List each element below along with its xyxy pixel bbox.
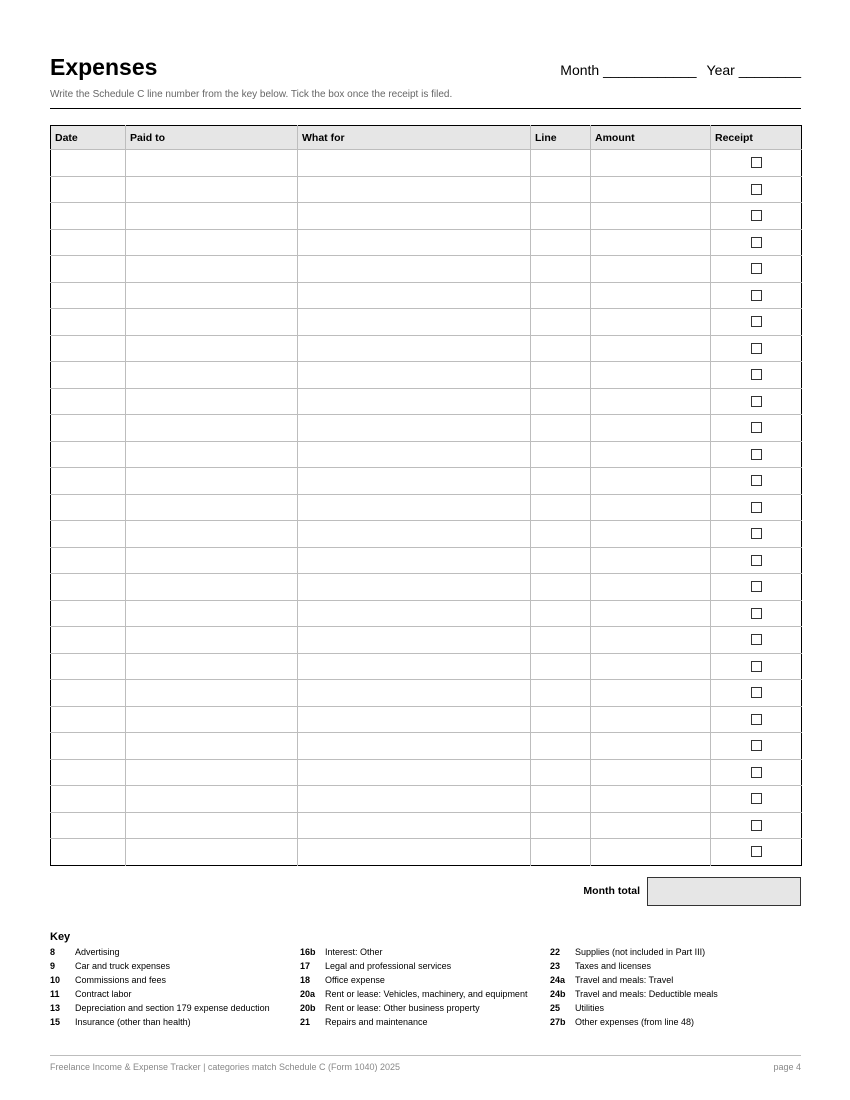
table-row [51,229,802,256]
amount-cell[interactable] [591,759,711,786]
paid-to-cell[interactable] [126,733,298,760]
line-cell[interactable] [531,574,591,601]
line-cell[interactable] [531,415,591,442]
key-item [300,988,527,1002]
key-line-label: Legal and professional services [325,961,452,971]
receipt-checkbox[interactable] [751,687,762,698]
key-item [550,1016,718,1030]
paid-to-cell[interactable] [126,653,298,680]
date-cell[interactable] [51,362,126,389]
table-row [51,600,802,627]
line-cell[interactable] [531,441,591,468]
date-cell[interactable] [51,547,126,574]
receipt-cell [711,759,802,786]
receipt-cell [711,309,802,336]
what-for-cell[interactable] [298,176,531,203]
footer-divider [50,1055,801,1056]
key-line-label: Rent or lease: Vehicles, machinery, and equipment [325,989,528,999]
line-cell[interactable] [531,521,591,548]
date-cell[interactable] [51,574,126,601]
line-cell[interactable] [531,759,591,786]
what-for-cell[interactable] [298,335,531,362]
paid-to-cell[interactable] [126,627,298,654]
column-header-date: Date [51,126,126,150]
paid-to-cell[interactable] [126,415,298,442]
date-cell[interactable] [51,839,126,866]
paid-to-cell[interactable] [126,176,298,203]
receipt-checkbox[interactable] [751,210,762,221]
what-for-cell[interactable] [298,282,531,309]
receipt-cell [711,494,802,521]
receipt-checkbox[interactable] [751,608,762,619]
table-row [51,574,802,601]
what-for-cell[interactable] [298,653,531,680]
key-line-number: 25 [550,1003,561,1013]
what-for-cell[interactable] [298,150,531,177]
key-line-number: 11 [50,989,60,999]
date-cell[interactable] [51,627,126,654]
paid-to-cell[interactable] [126,335,298,362]
key-title: Key [50,931,71,943]
key-item [300,1016,527,1030]
paid-to-cell[interactable] [126,468,298,495]
key-item [50,946,270,960]
table-row [51,521,802,548]
what-for-cell[interactable] [298,256,531,283]
key-item [550,988,718,1002]
table-body [51,150,802,866]
receipt-cell [711,706,802,733]
line-cell[interactable] [531,150,591,177]
key-line-label: Taxes and licenses [575,961,652,971]
expense-table [50,125,802,866]
key-line-number: 23 [550,961,561,971]
amount-cell[interactable] [591,680,711,707]
what-for-cell[interactable] [298,574,531,601]
table-row [51,627,802,654]
what-for-cell[interactable] [298,203,531,230]
expenses-page [50,0,801,1100]
paid-to-cell[interactable] [126,494,298,521]
receipt-cell [711,574,802,601]
receipt-cell [711,150,802,177]
what-for-cell[interactable] [298,839,531,866]
what-for-cell[interactable] [298,627,531,654]
line-cell[interactable] [531,176,591,203]
line-cell[interactable] [531,388,591,415]
amount-cell[interactable] [591,256,711,283]
key-item [550,974,718,988]
amount-cell[interactable] [591,388,711,415]
receipt-checkbox[interactable] [751,396,762,407]
key-item [50,988,270,1002]
what-for-cell[interactable] [298,468,531,495]
table-row [51,839,802,866]
receipt-checkbox[interactable] [751,263,762,274]
table-row [51,362,802,389]
key-item [300,946,527,960]
table-row [51,812,802,839]
receipt-checkbox[interactable] [751,661,762,672]
month-total-field[interactable] [647,877,801,906]
month-year-fields [560,61,801,79]
receipt-checkbox[interactable] [751,820,762,831]
date-cell[interactable] [51,733,126,760]
key-line-number: 8 [50,947,56,957]
receipt-cell [711,415,802,442]
key-line-label: Advertising [75,947,120,957]
receipt-checkbox[interactable] [751,316,762,327]
receipt-cell [711,176,802,203]
paid-to-cell[interactable] [126,309,298,336]
table-row [51,468,802,495]
amount-cell[interactable] [591,521,711,548]
key-line-label: Other expenses (from line 48) [575,1017,695,1027]
amount-cell[interactable] [591,309,711,336]
receipt-checkbox[interactable] [751,422,762,433]
page-title: Expenses [50,54,158,80]
key-line-label: Repairs and maintenance [325,1017,428,1027]
amount-cell[interactable] [591,574,711,601]
key-line-number: 21 [300,1017,311,1027]
key-column [300,946,527,1030]
line-cell[interactable] [531,282,591,309]
what-for-cell[interactable] [298,229,531,256]
receipt-checkbox[interactable] [751,740,762,751]
amount-cell[interactable] [591,494,711,521]
key-line-label: Interest: Other [325,947,383,957]
what-for-cell[interactable] [298,441,531,468]
date-cell[interactable] [51,786,126,813]
line-cell[interactable] [531,786,591,813]
key-line-number: 20a [300,989,316,999]
paid-to-cell[interactable] [126,362,298,389]
receipt-cell [711,627,802,654]
date-cell[interactable] [51,229,126,256]
line-cell[interactable] [531,362,591,389]
amount-cell[interactable] [591,706,711,733]
paid-to-cell[interactable] [126,839,298,866]
paid-to-cell[interactable] [126,203,298,230]
receipt-cell [711,600,802,627]
key-line-label: Office expense [325,975,385,985]
key-line-label: Car and truck expenses [75,961,171,971]
receipt-cell [711,388,802,415]
key-item [50,1002,270,1016]
table-row [51,706,802,733]
key-line-label: Rent or lease: Other business property [325,1003,480,1013]
table-row [51,203,802,230]
table-row [51,441,802,468]
amount-cell[interactable] [591,839,711,866]
amount-cell[interactable] [591,335,711,362]
table-row [51,494,802,521]
receipt-checkbox[interactable] [751,714,762,725]
amount-cell[interactable] [591,282,711,309]
line-cell[interactable] [531,229,591,256]
column-header-paid-to: Paid to [126,126,298,150]
month-total-label: Month total [583,885,640,897]
receipt-cell [711,812,802,839]
key-line-number: 10 [50,975,61,985]
line-cell[interactable] [531,468,591,495]
table-row [51,309,802,336]
amount-cell[interactable] [591,468,711,495]
what-for-cell[interactable] [298,309,531,336]
paid-to-cell[interactable] [126,388,298,415]
line-cell[interactable] [531,680,591,707]
date-cell[interactable] [51,335,126,362]
receipt-checkbox[interactable] [751,634,762,645]
receipt-cell [711,335,802,362]
line-cell[interactable] [531,733,591,760]
paid-to-cell[interactable] [126,547,298,574]
table-row [51,680,802,707]
what-for-cell[interactable] [298,521,531,548]
key-item [50,960,270,974]
key-line-label: Depreciation and section 179 expense deduction [75,1003,270,1013]
receipt-cell [711,282,802,309]
receipt-checkbox[interactable] [751,157,762,168]
receipt-checkbox[interactable] [751,184,762,195]
line-cell[interactable] [531,706,591,733]
line-cell[interactable] [531,309,591,336]
date-cell[interactable] [51,282,126,309]
paid-to-cell[interactable] [126,282,298,309]
table-row [51,653,802,680]
page-number: page 4 [773,1062,801,1072]
receipt-checkbox[interactable] [751,555,762,566]
amount-cell[interactable] [591,786,711,813]
paid-to-cell[interactable] [126,256,298,283]
line-cell[interactable] [531,335,591,362]
amount-cell[interactable] [591,600,711,627]
key-item [550,1002,718,1016]
paid-to-cell[interactable] [126,706,298,733]
key-line-number: 24a [550,975,566,985]
table-row [51,282,802,309]
what-for-cell[interactable] [298,362,531,389]
key-item [550,960,718,974]
table-row [51,415,802,442]
key-item [300,974,527,988]
column-header-amount: Amount [591,126,711,150]
paid-to-cell[interactable] [126,521,298,548]
date-cell[interactable] [51,680,126,707]
key-item [50,974,270,988]
key-line-number: 22 [550,947,561,957]
receipt-checkbox[interactable] [751,528,762,539]
footer-text: Freelance Income & Expense Tracker | categories match Schedule C (Form 1040) 2025 [50,1062,401,1072]
date-cell[interactable] [51,203,126,230]
date-cell[interactable] [51,494,126,521]
year-field[interactable]: Year ________ [706,62,801,78]
table-row [51,256,802,283]
line-cell[interactable] [531,203,591,230]
receipt-checkbox[interactable] [751,343,762,354]
table-row [51,388,802,415]
key-line-number: 9 [50,961,56,971]
key-line-number: 13 [50,1003,61,1013]
line-cell[interactable] [531,812,591,839]
table-row [51,150,802,177]
key-line-label: Contract labor [75,989,132,999]
receipt-checkbox[interactable] [751,237,762,248]
date-cell[interactable] [51,415,126,442]
what-for-cell[interactable] [298,415,531,442]
receipt-checkbox[interactable] [751,475,762,486]
paid-to-cell[interactable] [126,150,298,177]
receipt-cell [711,733,802,760]
key-column [550,946,718,1030]
date-cell[interactable] [51,706,126,733]
date-cell[interactable] [51,759,126,786]
amount-cell[interactable] [591,733,711,760]
receipt-cell [711,203,802,230]
key-line-number: 16b [300,947,316,957]
key-item [300,960,527,974]
receipt-cell [711,229,802,256]
amount-cell[interactable] [591,229,711,256]
paid-to-cell[interactable] [126,229,298,256]
receipt-cell [711,839,802,866]
amount-cell[interactable] [591,176,711,203]
date-cell[interactable] [51,388,126,415]
key-line-number: 18 [300,975,311,985]
paid-to-cell[interactable] [126,786,298,813]
what-for-cell[interactable] [298,680,531,707]
receipt-checkbox[interactable] [751,793,762,804]
column-header-receipt: Receipt [711,126,802,150]
paid-to-cell[interactable] [126,812,298,839]
amount-cell[interactable] [591,203,711,230]
amount-cell[interactable] [591,653,711,680]
date-cell[interactable] [51,812,126,839]
what-for-cell[interactable] [298,494,531,521]
receipt-cell [711,362,802,389]
line-cell[interactable] [531,839,591,866]
key-line-number: 15 [50,1017,61,1027]
receipt-cell [711,468,802,495]
date-cell[interactable] [51,600,126,627]
key-item [550,946,718,960]
receipt-cell [711,680,802,707]
what-for-cell[interactable] [298,706,531,733]
table-row [51,786,802,813]
amount-cell[interactable] [591,150,711,177]
month-field[interactable]: Month ____________ [560,62,697,78]
table-row [51,733,802,760]
key-item [50,1016,270,1030]
column-header-what-for: What for [298,126,531,150]
paid-to-cell[interactable] [126,574,298,601]
amount-cell[interactable] [591,415,711,442]
key-line-label: Insurance (other than health) [75,1017,191,1027]
line-cell[interactable] [531,494,591,521]
key-line-number: 17 [300,961,311,971]
what-for-cell[interactable] [298,600,531,627]
line-cell[interactable] [531,600,591,627]
what-for-cell[interactable] [298,786,531,813]
receipt-cell [711,441,802,468]
date-cell[interactable] [51,150,126,177]
amount-cell[interactable] [591,547,711,574]
amount-cell[interactable] [591,362,711,389]
receipt-checkbox[interactable] [751,290,762,301]
key-line-number: 20b [300,1003,316,1013]
what-for-cell[interactable] [298,547,531,574]
receipt-checkbox[interactable] [751,449,762,460]
column-header-line: Line [531,126,591,150]
table-row [51,547,802,574]
date-cell[interactable] [51,309,126,336]
what-for-cell[interactable] [298,733,531,760]
receipt-checkbox[interactable] [751,502,762,513]
line-cell[interactable] [531,256,591,283]
key-line-number: 27b [550,1017,566,1027]
receipt-cell [711,547,802,574]
amount-cell[interactable] [591,812,711,839]
date-cell[interactable] [51,468,126,495]
key-line-label: Utilities [575,1003,605,1013]
paid-to-cell[interactable] [126,759,298,786]
key-column [50,946,270,1030]
key-line-number: 24b [550,989,566,999]
what-for-cell[interactable] [298,388,531,415]
amount-cell[interactable] [591,441,711,468]
what-for-cell[interactable] [298,812,531,839]
table-header-row [51,126,802,150]
date-cell[interactable] [51,176,126,203]
table-row [51,335,802,362]
key-line-label: Travel and meals: Deductible meals [575,989,718,999]
receipt-cell [711,521,802,548]
receipt-checkbox[interactable] [751,369,762,380]
receipt-checkbox[interactable] [751,581,762,592]
line-cell[interactable] [531,547,591,574]
date-cell[interactable] [51,653,126,680]
line-cell[interactable] [531,653,591,680]
date-cell[interactable] [51,441,126,468]
line-cell[interactable] [531,627,591,654]
date-cell[interactable] [51,521,126,548]
date-cell[interactable] [51,256,126,283]
what-for-cell[interactable] [298,759,531,786]
amount-cell[interactable] [591,627,711,654]
key-item [300,1002,527,1016]
receipt-cell [711,653,802,680]
key-line-label: Commissions and fees [75,975,167,985]
receipt-checkbox[interactable] [751,846,762,857]
table-row [51,176,802,203]
instructions-text: Write the Schedule C line number from the key below. Tick the box once the receipt is filed. [50,89,453,100]
paid-to-cell[interactable] [126,600,298,627]
key-line-label: Supplies (not included in Part III) [575,947,706,957]
key-line-label: Travel and meals: Travel [575,975,674,985]
header-divider [50,108,801,109]
receipt-cell [711,786,802,813]
table-row [51,759,802,786]
receipt-checkbox[interactable] [751,767,762,778]
paid-to-cell[interactable] [126,441,298,468]
receipt-cell [711,256,802,283]
paid-to-cell[interactable] [126,680,298,707]
